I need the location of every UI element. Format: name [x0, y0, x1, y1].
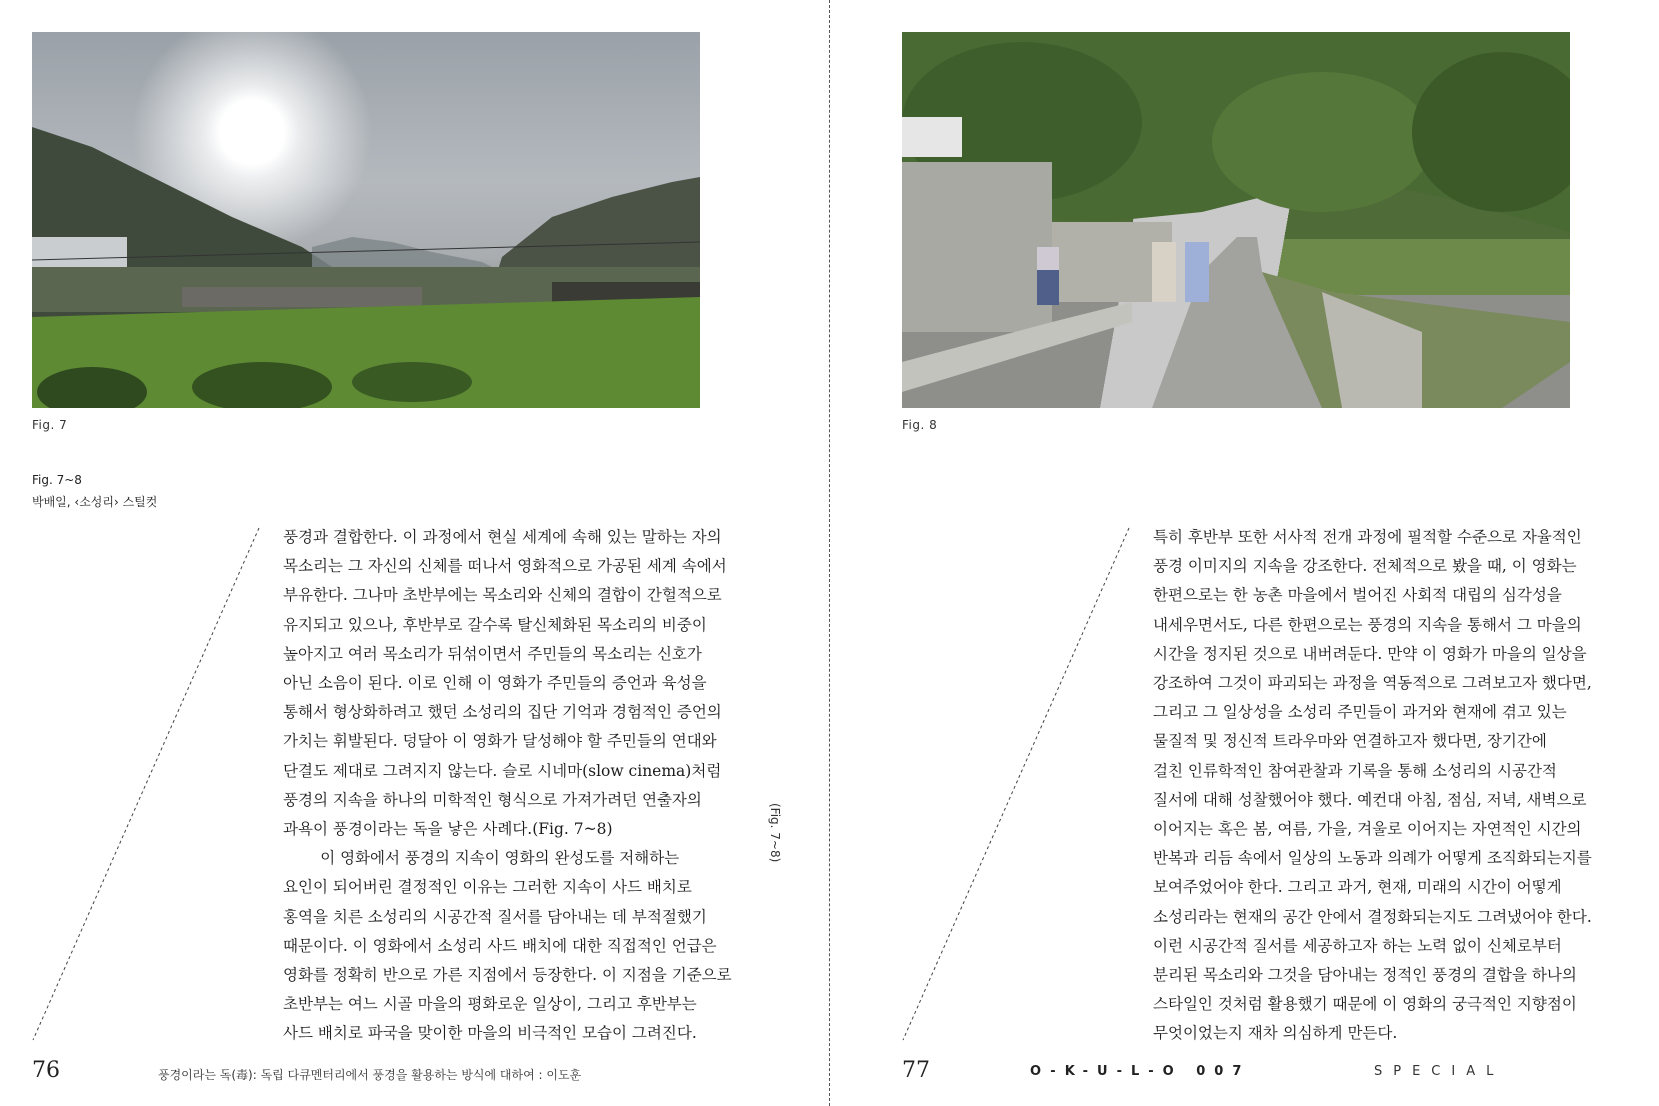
text-line: 통해서 형상화하려고 했던 소성리의 집단 기억과 경험적인 증언의: [283, 703, 722, 722]
page-number-right: 77: [902, 1058, 930, 1083]
section-label: SPECIAL: [1374, 1064, 1505, 1079]
text-line: 아닌 소음이 된다. 이로 인해 이 영화가 주민들의 증언과 육성을: [283, 674, 707, 693]
text-line: 가치는 휘발된다. 덩달아 이 영화가 달성해야 할 주민들의 연대와: [283, 732, 717, 751]
text-line: 강조하여 그것이 파괴되는 과정을 역동적으로 그려보고자 했다면,: [1153, 674, 1592, 693]
text-line: 유지되고 있으나, 후반부로 갈수록 탈신체화된 목소리의 비중이: [283, 615, 707, 634]
text-line: 이 영화에서 풍경의 지속이 영화의 완성도를 저해하는: [320, 849, 680, 868]
paragraph: [1153, 523, 1637, 1049]
text-line: 그리고 그 일상성을 소성리 주민들이 과거와 현재에 겪고 있는: [1153, 703, 1567, 722]
text-line: 특히 후반부 또한 서사적 전개 과정에 필적할 수준으로 자율적인: [1153, 528, 1582, 546]
village-road-scene: [902, 32, 1570, 408]
text-line: 풍경과 결합한다. 이 과정에서 현실 세계에 속해 있는 말하는 자의: [283, 528, 722, 546]
right-page: [830, 0, 1659, 1106]
text-line: 반복과 리듬 속에서 일상의 노동과 의례가 어떻게 조직화되는지를: [1153, 849, 1592, 868]
magazine-brand: O-K-U-L-O 007: [1030, 1064, 1251, 1079]
left-page: [0, 0, 829, 1106]
text-line: 초반부는 여느 시골 마을의 평화로운 일상이, 그리고 후반부는: [283, 995, 697, 1014]
text-line: 이런 시공간적 질서를 세공하고자 하는 노력 없이 신체로부터: [1153, 936, 1562, 955]
diagonal-dashed-rule: [30, 526, 262, 1042]
text-line: 풍경의 지속을 하나의 미학적인 형식으로 가져가려던 연출자의: [283, 790, 702, 809]
text-line: 시간을 정지된 것으로 내버려둔다. 만약 이 영화가 마을의 일상을: [1153, 644, 1587, 663]
running-head: 풍경이라는 독(毒): 독립 다큐멘터리에서 풍경을 활용하는 방식에 대하여 : 이도훈: [158, 1068, 582, 1082]
text-line: 걸친 인류학적인 참여관찰과 기록을 통해 소성리의 시공간적: [1153, 761, 1557, 780]
text-line: 내세우면서도, 다른 한편으로는 풍경의 지속을 통해서 그 마을의: [1153, 615, 1582, 634]
side-note-figure-reference: (Fig. 7~8): [768, 803, 782, 863]
figure-label-fig8: Fig. 8: [902, 418, 938, 432]
text-line: 스타일인 것처럼 활용했기 때문에 이 영화의 궁극적인 지향점이: [1153, 995, 1577, 1014]
paragraph: [283, 844, 767, 1048]
paragraph: [283, 523, 767, 844]
text-line: 소성리라는 현재의 공간 안에서 결정화되는지도 그려냈어야 한다.: [1153, 907, 1592, 926]
text-line: 분리된 목소리와 그것을 담아내는 정적인 풍경의 결합을 하나의: [1153, 966, 1577, 985]
page-number-left: 76: [32, 1058, 60, 1083]
text-line: 풍경 이미지의 지속을 강조한다. 전체적으로 봤을 때, 이 영화는: [1153, 557, 1577, 576]
text-line: 물질적 및 정신적 트라우마와 연결하고자 했다면, 장기간에: [1153, 732, 1547, 751]
body-text-left: [283, 523, 767, 1049]
text-line: 목소리는 그 자신의 신체를 떠나서 영화적으로 가공된 세계 속에서: [283, 557, 727, 576]
text-line: 요인이 되어버린 결정적인 이유는 그러한 지속이 사드 배치로: [283, 878, 692, 897]
text-line: 단결도 제대로 그려지지 않는다. 슬로 시네마(slow cinema)처럼: [283, 761, 722, 780]
figure-label-fig7: Fig. 7: [32, 418, 68, 432]
caption-label: Fig. 7~8: [32, 473, 82, 487]
diagonal-dashed-rule: [900, 526, 1132, 1042]
text-line: 이어지는 혹은 봄, 여름, 가을, 겨울로 이어지는 자연적인 시간의: [1153, 820, 1582, 839]
caption-text: 박배일, ‹소성리› 스틸컷: [32, 495, 158, 509]
text-line: 높아지고 여러 목소리가 뒤섞이면서 주민들의 목소리는 신호가: [283, 644, 702, 663]
text-line: 무엇이었는지 재차 의심하게 만든다.: [1153, 1024, 1398, 1043]
text-line: 보여주었어야 한다. 그리고 과거, 현재, 미래의 시간이 어떻게: [1153, 878, 1562, 897]
text-line: 사드 배치로 파국을 맞이한 마을의 비극적인 모습이 그려진다.: [283, 1024, 697, 1043]
village-road-photo-fig8: [902, 32, 1570, 408]
text-line: 영화를 정확히 반으로 가른 지점에서 등장한다. 이 지점을 기준으로: [283, 966, 732, 985]
text-line: 과욕이 풍경이라는 독을 낳은 사례다.(Fig. 7~8): [283, 820, 613, 839]
text-line: 한편으로는 한 농촌 마을에서 벌어진 사회적 대립의 심각성을: [1153, 586, 1562, 605]
text-line: 질서에 대해 성찰했어야 했다. 예컨대 아침, 점심, 저녁, 새벽으로: [1153, 790, 1587, 809]
text-line: 부유한다. 그나마 초반부에는 목소리와 신체의 결합이 간헐적으로: [283, 586, 722, 605]
mountain-silhouette: [32, 32, 700, 408]
text-line: 때문이다. 이 영화에서 소성리 사드 배치에 대한 직접적인 언급은: [283, 936, 717, 955]
landscape-photo-fig7: [32, 32, 700, 408]
body-text-right: [1153, 523, 1637, 1049]
text-line: 홍역을 치른 소성리의 시공간적 질서를 담아내는 데 부적절했기: [283, 907, 707, 926]
